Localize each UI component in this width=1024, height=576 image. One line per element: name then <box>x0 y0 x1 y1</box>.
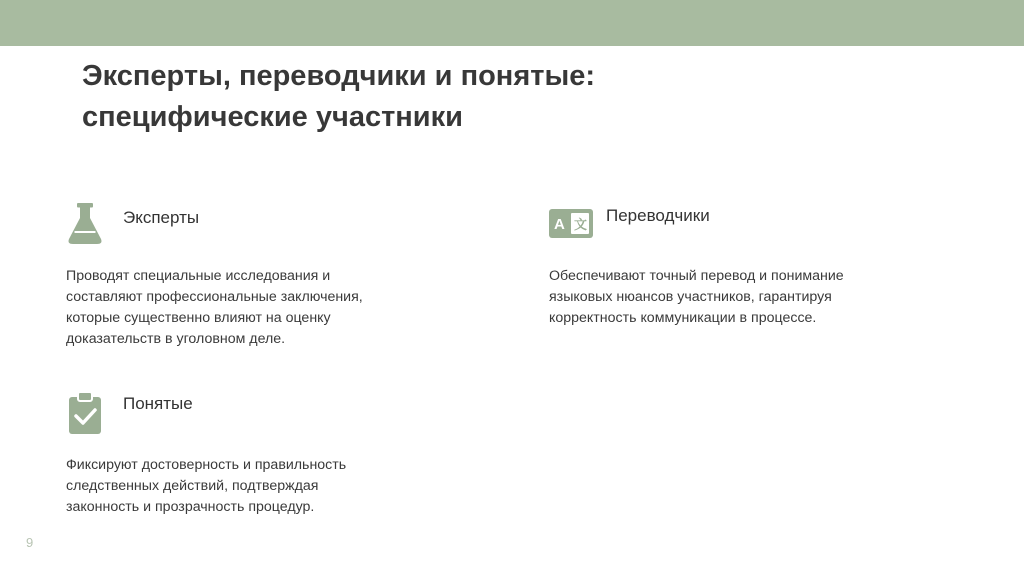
witnesses-description-line: следственных действий, подтверждая <box>66 478 319 494</box>
experts-description-line: доказательств в уголовном деле. <box>66 331 286 347</box>
translators-description <box>549 266 844 329</box>
experts-description-line: Проводят специальные исследования и <box>66 268 331 284</box>
witnesses-section <box>66 391 486 521</box>
svg-text:A: A <box>554 216 565 233</box>
flask-icon <box>66 202 106 242</box>
translators-description-line: языковых нюансов участников, гарантируя <box>549 289 832 305</box>
clipboard-check-icon <box>66 391 106 431</box>
experts-description-line: составляют профессиональные заключения, <box>66 289 363 305</box>
header-accent-bar <box>0 0 1024 46</box>
translators-description-line: Обеспечивают точный перевод и понимание <box>549 268 844 284</box>
slide-title-line-2: специфические участники <box>82 101 463 133</box>
witnesses-description-line: законность и прозрачность процедур. <box>66 499 315 515</box>
witnesses-description-line: Фиксируют достоверность и правильность <box>66 457 347 473</box>
svg-text:文: 文 <box>574 217 588 232</box>
witnesses-heading: Понятые <box>123 394 193 413</box>
experts-description-line: которые существенно влияют на оценку <box>66 310 331 326</box>
experts-section <box>66 202 486 352</box>
translators-section <box>549 204 969 334</box>
witnesses-description <box>66 455 346 518</box>
experts-heading: Эксперты <box>123 208 200 227</box>
page-number: 9 <box>26 535 34 550</box>
translators-heading: Переводчики <box>606 206 710 225</box>
experts-description <box>66 266 363 350</box>
translate-icon <box>549 204 589 244</box>
slide-title-line-1: Эксперты, переводчики и понятые: <box>82 60 595 92</box>
translators-description-line: корректность коммуникации в процессе. <box>549 310 817 326</box>
slide-title <box>82 56 942 138</box>
